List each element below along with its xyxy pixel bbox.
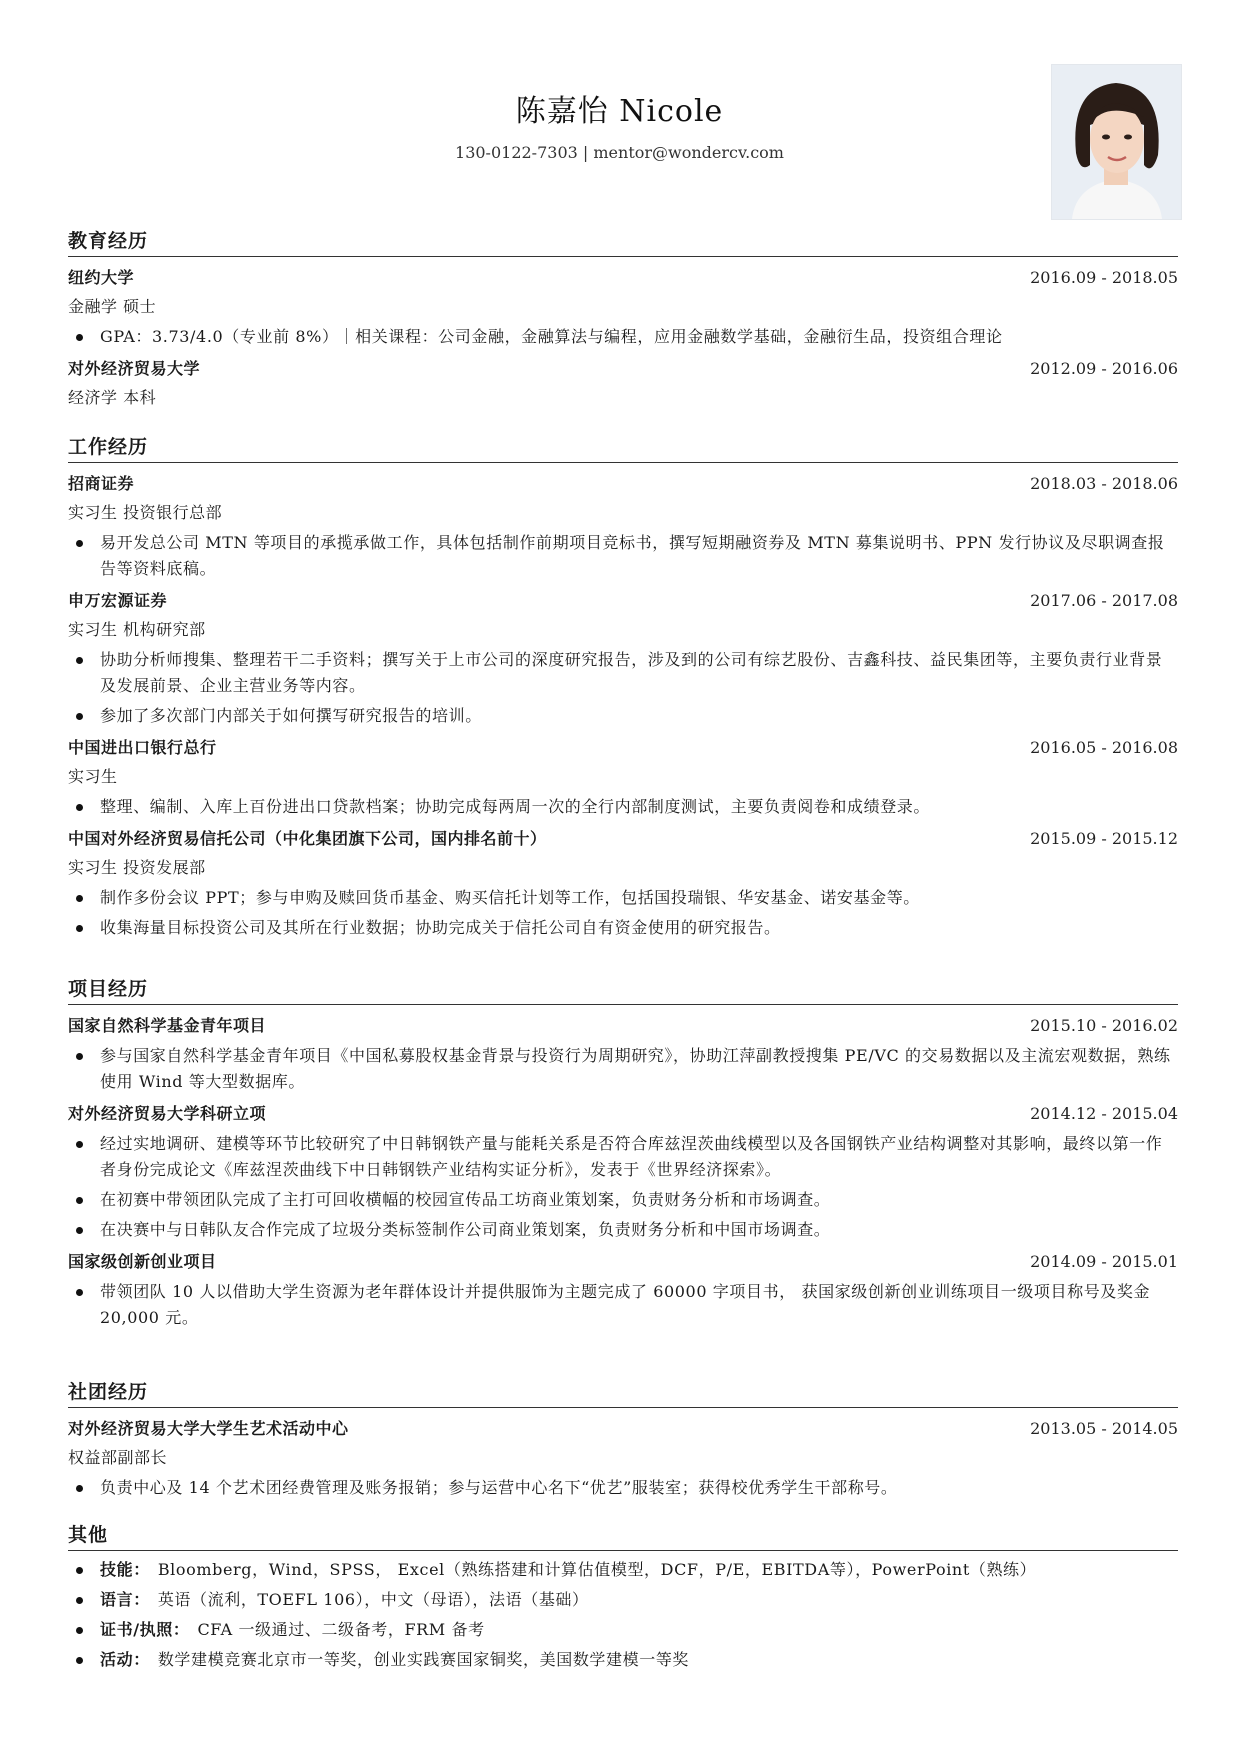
languages-item: 语言： 英语（流利，TOEFL 106），中文（母语），法语（基础）: [68, 1587, 1178, 1613]
company-name: 招商证券: [68, 474, 135, 493]
position: 权益部副部长: [68, 1448, 168, 1467]
date-range: 2016.09 - 2018.05: [1030, 268, 1178, 287]
date-range: 2014.12 - 2015.04: [1030, 1104, 1178, 1123]
bullet-dot-icon: [76, 1053, 83, 1060]
bullet-item: GPA：3.73/4.0（专业前 8%）｜相关课程：公司金融，金融算法与编程，应用金融数学基础，金融衍生品，投资组合理论: [68, 324, 1178, 350]
bullet-item: 带领团队 10 人以借助大学生资源为老年群体设计并提供服饰为主题完成了 60000 字项目书， 获国家级创新创业训练项目一级项目称号及奖金 20,000 元。: [68, 1279, 1178, 1331]
school-name: 纽约大学: [68, 268, 135, 287]
activities-item: 活动： 数学建模竞赛北京市一等奖，创业实践赛国家铜奖，美国数学建模一等奖: [68, 1647, 1178, 1673]
bullet-item: 经过实地调研、建模等环节比较研究了中日韩钢铁产量与能耗关系是否符合库兹涅茨曲线模型以及各国钢铁产业结构调整对其影响，最终以第一作者身份完成论文《库兹涅茨曲线下中日韩钢铁产业结构实证分析》，发表于《世界经济探索》。: [68, 1131, 1178, 1183]
candidate-name: 陈嘉怡 Nicole: [515, 94, 724, 129]
bullet-dot-icon: [76, 1197, 83, 1204]
project-entry: [68, 1011, 1178, 1095]
bullet-dot-icon: [76, 657, 83, 664]
position: 实习生 机构研究部: [68, 620, 206, 639]
position: 实习生: [68, 767, 118, 786]
bullet-item: 参与国家自然科学基金青年项目《中国私募股权基金背景与投资行为周期研究》，协助江萍副教授搜集 PE/VC 的交易数据以及主流宏观数据，熟练使用 Wind 等大型数据库。: [68, 1043, 1178, 1095]
date-range: 2016.05 - 2016.08: [1030, 738, 1178, 757]
bullet-dot-icon: [76, 895, 83, 902]
other-section: [68, 1520, 1178, 1677]
project-entry: [68, 1247, 1178, 1331]
bullet-item: 整理、编制、入库上百份进出口贷款档案；协助完成每两周一次的全行内部制度测试，主要负责阅卷和成绩登录。: [68, 794, 1178, 820]
bullet-dot-icon: [76, 540, 83, 547]
company-name: 申万宏源证券: [68, 591, 168, 610]
work-entry: [68, 824, 1178, 941]
bullet-item: 制作多份会议 PPT；参与申购及赎回货币基金、购买信托计划等工作，包括国投瑞银、华安基金、诺安基金等。: [68, 885, 1178, 911]
project-name: 国家自然科学基金青年项目: [68, 1016, 267, 1035]
club-name: 对外经济贸易大学大学生艺术活动中心: [68, 1419, 349, 1438]
date-range: 2018.03 - 2018.06: [1030, 474, 1178, 493]
bullet-dot-icon: [76, 1627, 83, 1634]
projects-title: 项目经历: [68, 974, 1178, 1005]
work-entry: [68, 733, 1178, 820]
projects-section: [68, 974, 1178, 1335]
bullet-dot-icon: [76, 1597, 83, 1604]
bullet-dot-icon: [76, 1485, 83, 1492]
school-name: 对外经济贸易大学: [68, 359, 201, 378]
contact-info: 130-0122-7303 | mentor@wondercv.com: [455, 143, 784, 162]
certificates-item: 证书/执照： CFA 一级通过、二级备考，FRM 备考: [68, 1617, 1178, 1643]
education-entry: [68, 263, 1178, 350]
bullet-dot-icon: [76, 1567, 83, 1574]
profile-photo: [1051, 64, 1182, 220]
bullet-item: 收集海量目标投资公司及其所在行业数据；协助完成关于信托公司自有资金使用的研究报告。: [68, 915, 1178, 941]
date-range: 2014.09 - 2015.01: [1030, 1252, 1178, 1271]
position: 实习生 投资发展部: [68, 858, 206, 877]
education-title: 教育经历: [68, 226, 1178, 257]
bullet-item: 在决赛中与日韩队友合作完成了垃圾分类标签制作公司商业策划案，负责财务分析和中国市场调查。: [68, 1217, 1178, 1243]
bullet-item: 参加了多次部门内部关于如何撰写研究报告的培训。: [68, 703, 1178, 729]
club-entry: [68, 1414, 1178, 1501]
work-entry: [68, 469, 1178, 582]
date-range: 2015.10 - 2016.02: [1030, 1016, 1178, 1035]
bullet-dot-icon: [76, 1657, 83, 1664]
project-name: 对外经济贸易大学科研立项: [68, 1104, 267, 1123]
other-title: 其他: [68, 1520, 1178, 1551]
company-name: 中国对外经济贸易信托公司（中化集团旗下公司，国内排名前十）: [68, 829, 547, 848]
company-name: 中国进出口银行总行: [68, 738, 217, 757]
bullet-item: 协助分析师搜集、整理若干二手资料；撰写关于上市公司的深度研究报告，涉及到的公司有综艺股份、吉鑫科技、益民集团等，主要负责行业背景及发展前景、企业主营业务等内容。: [68, 647, 1178, 699]
bullet-dot-icon: [76, 1141, 83, 1148]
project-entry: [68, 1099, 1178, 1243]
bullet-dot-icon: [76, 1289, 83, 1296]
bullet-dot-icon: [76, 804, 83, 811]
position: 实习生 投资银行总部: [68, 503, 223, 522]
degree: 经济学 本科: [68, 388, 157, 407]
project-name: 国家级创新创业项目: [68, 1252, 217, 1271]
work-entry: [68, 586, 1178, 729]
date-range: 2012.09 - 2016.06: [1030, 359, 1178, 378]
date-range: 2015.09 - 2015.12: [1030, 829, 1178, 848]
bullet-item: 易开发总公司 MTN 等项目的承揽承做工作，具体包括制作前期项目竞标书，撰写短期融资券及 MTN 募集说明书、PPN 发行协议及尽职调查报告等资料底稿。: [68, 530, 1178, 582]
skills-item: 技能： Bloomberg，Wind，SPSS， Excel（熟练搭建和计算估值模型，DCF，P/E，EBITDA等），PowerPoint（熟练）: [68, 1557, 1178, 1583]
bullet-dot-icon: [76, 334, 83, 341]
work-title: 工作经历: [68, 432, 1178, 463]
date-range: 2017.06 - 2017.08: [1030, 591, 1178, 610]
profile-photo-image: [1052, 65, 1181, 219]
bullet-dot-icon: [76, 925, 83, 932]
bullet-dot-icon: [76, 713, 83, 720]
education-entry: [68, 354, 1178, 412]
clubs-section: [68, 1377, 1178, 1505]
work-section: [68, 432, 1178, 945]
bullet-item: 负责中心及 14 个艺术团经费管理及账务报销；参与运营中心名下“优艺”服装室；获得校优秀学生干部称号。: [68, 1475, 1178, 1501]
date-range: 2013.05 - 2014.05: [1030, 1419, 1178, 1438]
bullet-item: 在初赛中带领团队完成了主打可回收横幅的校园宣传品工坊商业策划案，负责财务分析和市场调查。: [68, 1187, 1178, 1213]
clubs-title: 社团经历: [68, 1377, 1178, 1408]
bullet-dot-icon: [76, 1227, 83, 1234]
degree: 金融学 硕士: [68, 297, 157, 316]
education-section: [68, 226, 1178, 412]
